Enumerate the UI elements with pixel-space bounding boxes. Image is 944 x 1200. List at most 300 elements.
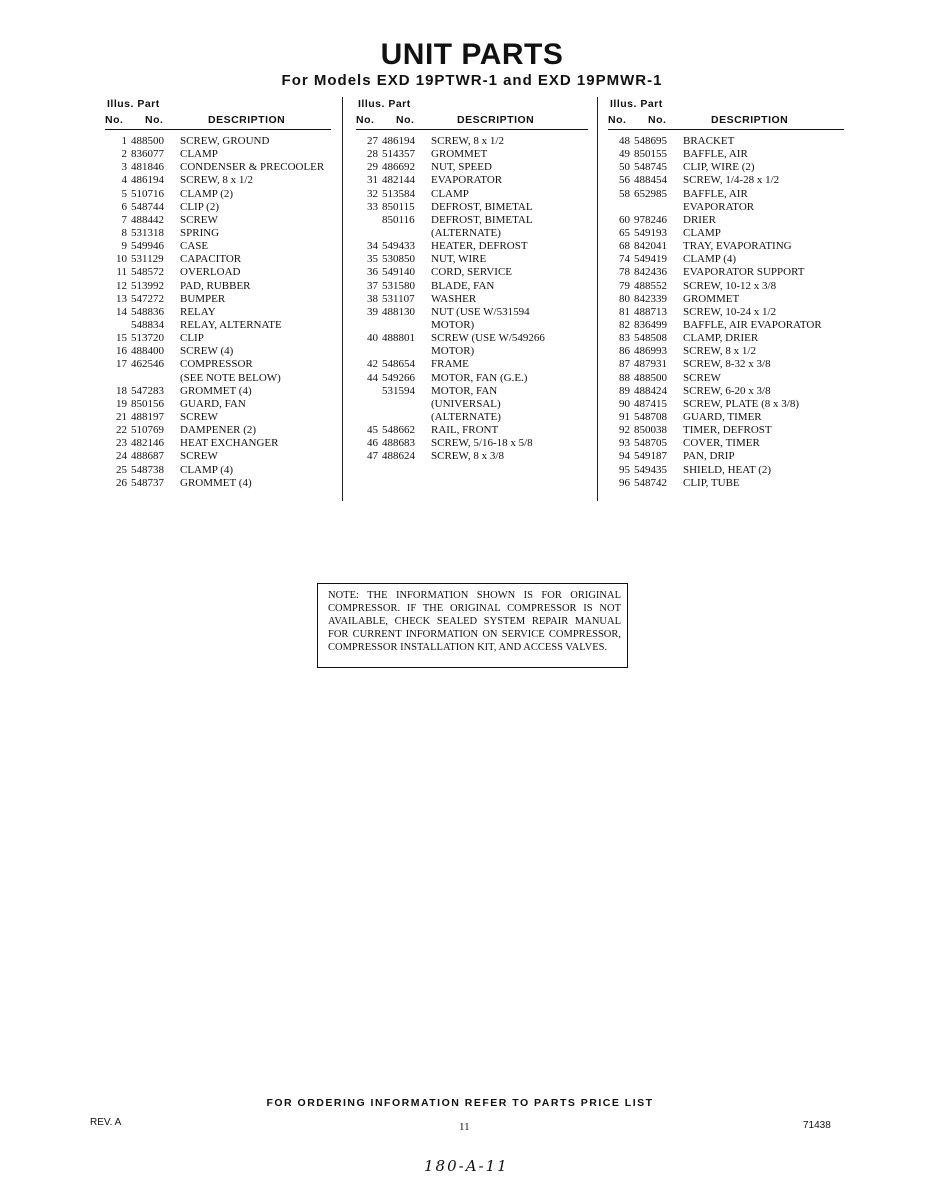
parts-row: [356, 345, 588, 358]
parts-row: [105, 201, 333, 214]
parts-column-2: [356, 96, 588, 464]
part-description: CONDENSER & PRECOOLER: [180, 161, 325, 174]
parts-row: [608, 174, 846, 187]
part-number: 548745: [634, 161, 667, 174]
parts-row: [608, 385, 846, 398]
part-number: 549435: [634, 463, 667, 476]
parts-row: [608, 464, 846, 477]
parts-row: [356, 319, 588, 332]
part-description: MOTOR, FAN: [431, 384, 498, 397]
parts-row: [608, 450, 846, 463]
parts-row: [105, 293, 333, 306]
part-description: SCREW, 8 x 1/2: [683, 345, 756, 358]
illus-number: 18: [116, 384, 127, 397]
parts-row: [105, 398, 333, 411]
parts-row: [608, 240, 846, 253]
part-description: CLIP (2): [180, 200, 220, 213]
illus-number: 25: [116, 463, 127, 476]
part-description: CLAMP (4): [683, 253, 737, 266]
parts-row: [356, 214, 588, 227]
parts-row: [608, 398, 846, 411]
parts-row: [608, 332, 846, 345]
parts-row: [356, 266, 588, 279]
part-description: BLADE, FAN: [431, 279, 495, 292]
part-number: 510769: [131, 424, 164, 437]
parts-row: [105, 450, 333, 463]
illus-number: 80: [619, 292, 630, 305]
part-description: SCREW (4): [180, 345, 234, 358]
illus-number: 78: [619, 266, 630, 279]
part-description: GUARD, FAN: [180, 397, 246, 410]
part-number: 488683: [382, 437, 415, 450]
part-number: 548662: [382, 424, 415, 437]
parts-row: [356, 437, 588, 450]
part-number: 531594: [382, 384, 415, 397]
part-description: RELAY: [180, 305, 216, 318]
illus-number: 27: [367, 135, 378, 147]
column-header: [608, 96, 846, 130]
part-number: 842436: [634, 266, 667, 279]
illus-number: 11: [116, 266, 127, 279]
part-number: 547272: [131, 292, 164, 305]
column-header: [105, 96, 333, 130]
parts-row: [105, 477, 333, 490]
illus-number: 42: [367, 358, 378, 371]
illus-number: 13: [116, 292, 127, 305]
parts-row: [608, 437, 846, 450]
part-description: COVER, TIMER: [683, 437, 760, 450]
illus-number: 2: [121, 148, 127, 161]
part-description: PAD, RUBBER: [180, 279, 251, 292]
part-number: 836499: [634, 318, 667, 331]
parts-row: [608, 253, 846, 266]
parts-row: [105, 306, 333, 319]
parts-row: [105, 253, 333, 266]
part-number: 481846: [131, 161, 164, 174]
parts-row: [608, 201, 846, 214]
part-number: 531580: [382, 279, 415, 292]
parts-row: [356, 385, 588, 398]
part-description: SCREW, 5/16-18 x 5/8: [431, 437, 533, 450]
part-no-header: No.: [396, 114, 415, 126]
part-description: BAFFLE, AIR: [683, 187, 748, 200]
parts-row: [608, 214, 846, 227]
part-number: 482144: [382, 174, 415, 187]
part-description: SCREW, 8 x 1/2: [431, 135, 504, 147]
parts-row: [356, 424, 588, 437]
part-number: 548738: [131, 463, 164, 476]
part-number: 549419: [634, 253, 667, 266]
part-description: SCREW, 10-24 x 1/2: [683, 305, 777, 318]
parts-row: [356, 253, 588, 266]
part-number: 488552: [634, 279, 667, 292]
illus-number: 49: [619, 148, 630, 161]
parts-row: [608, 188, 846, 201]
part-number: 486194: [382, 135, 415, 147]
part-number: 488454: [634, 174, 667, 187]
illus-number: 40: [367, 332, 378, 345]
description-header: DESCRIPTION: [711, 114, 789, 126]
part-number: 488424: [634, 384, 667, 397]
description-header: DESCRIPTION: [208, 114, 286, 126]
part-description: SHIELD, HEAT (2): [683, 463, 772, 476]
illus-number: 56: [619, 174, 630, 187]
part-description: CLIP, WIRE (2): [683, 161, 755, 174]
part-number: 850156: [131, 397, 164, 410]
illus-number: 90: [619, 397, 630, 410]
part-number: 486993: [634, 345, 667, 358]
illus-number: 68: [619, 240, 630, 253]
part-number: 488801: [382, 332, 415, 345]
parts-row: [608, 227, 846, 240]
part-number: 548572: [131, 266, 164, 279]
header-rule: [608, 129, 844, 130]
part-number: 548695: [634, 135, 667, 147]
part-number: 548654: [382, 358, 415, 371]
ordering-info-footer: FOR ORDERING INFORMATION REFER TO PARTS PRICE LIST: [266, 1097, 654, 1109]
part-description: SCREW: [683, 371, 721, 384]
part-description: GROMMET (4): [180, 384, 252, 397]
illus-number: 5: [121, 187, 127, 200]
part-description: WASHER: [431, 292, 477, 305]
illus-number: 74: [619, 253, 630, 266]
revision-label: REV. A: [90, 1117, 122, 1128]
illus-number: 87: [619, 358, 630, 371]
part-number: 531318: [131, 226, 164, 239]
parts-row: [608, 135, 846, 148]
part-description: SCREW: [180, 213, 218, 226]
part-number: 487931: [634, 358, 667, 371]
part-description: SPRING: [180, 226, 220, 239]
part-number: 548705: [634, 437, 667, 450]
parts-row: [356, 332, 588, 345]
part-description: SCREW, 1/4-28 x 1/2: [683, 174, 780, 187]
illus-no-header: No.: [356, 114, 375, 126]
part-number: 486692: [382, 161, 415, 174]
part-description: SCREW, 8 x 3/8: [431, 450, 504, 463]
illus-number: 89: [619, 384, 630, 397]
illus-number: 34: [367, 240, 378, 253]
illus-part-label: Illus. Part: [358, 98, 411, 110]
part-description: OVERLOAD: [180, 266, 241, 279]
parts-rows: [105, 130, 333, 490]
part-number: 488624: [382, 450, 415, 463]
part-number: 510716: [131, 187, 164, 200]
illus-number: 32: [367, 187, 378, 200]
part-number: 549946: [131, 240, 164, 253]
illus-number: 37: [367, 279, 378, 292]
illus-number: 31: [367, 174, 378, 187]
part-number: 548744: [131, 200, 164, 213]
part-description: NUT (USE W/531594: [431, 305, 530, 318]
parts-row: [105, 411, 333, 424]
part-number: 488500: [131, 135, 164, 147]
part-description: PAN, DRIP: [683, 450, 735, 463]
illus-number: 95: [619, 463, 630, 476]
parts-row: [356, 306, 588, 319]
part-number: 488400: [131, 345, 164, 358]
page-number: 11: [459, 1121, 470, 1133]
illus-number: 48: [619, 135, 630, 147]
illus-number: 21: [116, 410, 127, 423]
part-number: 842339: [634, 292, 667, 305]
parts-row: [608, 306, 846, 319]
parts-row: [105, 358, 333, 371]
part-number: 549140: [382, 266, 415, 279]
part-description: CLIP: [180, 332, 204, 345]
part-description: GROMMET: [683, 292, 740, 305]
illus-number: 88: [619, 371, 630, 384]
parts-row: [356, 240, 588, 253]
part-description: DRIER: [683, 213, 716, 226]
parts-row: [608, 345, 846, 358]
part-description: GROMMET: [431, 148, 488, 161]
part-description: (UNIVERSAL): [431, 397, 501, 410]
illus-number: 82: [619, 318, 630, 331]
illus-number: 58: [619, 187, 630, 200]
part-no-header: No.: [145, 114, 164, 126]
part-description: EVAPORATOR: [431, 174, 503, 187]
part-number: 488197: [131, 410, 164, 423]
illus-number: 92: [619, 424, 630, 437]
part-number: 850155: [634, 148, 667, 161]
part-description: CAPACITOR: [180, 253, 242, 266]
illus-number: 65: [619, 226, 630, 239]
illus-no-header: No.: [105, 114, 124, 126]
illus-number: 17: [116, 358, 127, 371]
parts-row: [608, 266, 846, 279]
parts-row: [356, 280, 588, 293]
illus-number: 16: [116, 345, 127, 358]
parts-row: [356, 135, 588, 148]
part-number: 548508: [634, 332, 667, 345]
parts-row: [608, 148, 846, 161]
parts-row: [105, 280, 333, 293]
illus-number: 46: [367, 437, 378, 450]
parts-row: [105, 437, 333, 450]
part-number: 836077: [131, 148, 164, 161]
part-description: SCREW (USE W/549266: [431, 332, 545, 345]
parts-row: [105, 148, 333, 161]
part-description: NUT, SPEED: [431, 161, 492, 174]
illus-number: 6: [121, 200, 127, 213]
parts-row: [105, 385, 333, 398]
parts-row: [356, 148, 588, 161]
part-number: 978246: [634, 213, 667, 226]
illus-number: 83: [619, 332, 630, 345]
part-description: MOTOR): [431, 345, 475, 358]
part-description: CASE: [180, 240, 209, 253]
part-description: EVAPORATOR SUPPORT: [683, 266, 805, 279]
document-number: 71438: [803, 1120, 831, 1131]
part-description: FRAME: [431, 358, 469, 371]
parts-row: [356, 201, 588, 214]
illus-number: 91: [619, 410, 630, 423]
part-number: 548708: [634, 410, 667, 423]
illus-number: 10: [116, 253, 127, 266]
illus-number: 50: [619, 161, 630, 174]
illus-no-header: No.: [608, 114, 627, 126]
parts-row: [105, 240, 333, 253]
illus-number: 28: [367, 148, 378, 161]
parts-row: [105, 424, 333, 437]
part-description: SCREW, 6-20 x 3/8: [683, 384, 771, 397]
illus-number: 81: [619, 305, 630, 318]
part-number: 652985: [634, 187, 667, 200]
part-description: HEATER, DEFROST: [431, 240, 528, 253]
part-number: 482146: [131, 437, 164, 450]
part-description: TRAY, EVAPORATING: [683, 240, 792, 253]
part-number: 488713: [634, 305, 667, 318]
part-description: BAFFLE, AIR EVAPORATOR: [683, 318, 822, 331]
illus-number: 35: [367, 253, 378, 266]
illus-number: 4: [121, 174, 127, 187]
part-number: 531107: [382, 292, 415, 305]
parts-row: [356, 227, 588, 240]
parts-row: [105, 214, 333, 227]
part-description: NUT, WIRE: [431, 253, 487, 266]
illus-number: 39: [367, 305, 378, 318]
part-number: 530850: [382, 253, 415, 266]
parts-row: [356, 161, 588, 174]
part-number: 462546: [131, 358, 164, 371]
description-header: DESCRIPTION: [457, 114, 535, 126]
parts-row: [356, 293, 588, 306]
part-description: (ALTERNATE): [431, 410, 501, 423]
illus-number: 38: [367, 292, 378, 305]
parts-row: [105, 464, 333, 477]
parts-row: [356, 372, 588, 385]
illus-number: 9: [121, 240, 127, 253]
part-number: 548742: [634, 476, 667, 489]
parts-column-3: [608, 96, 846, 490]
illus-number: 33: [367, 200, 378, 213]
part-number: 850038: [634, 424, 667, 437]
illus-number: 79: [619, 279, 630, 292]
part-description: DEFROST, BIMETAL: [431, 200, 533, 213]
column-divider: [342, 97, 343, 501]
illus-number: 60: [619, 213, 630, 226]
parts-row: [105, 372, 333, 385]
part-number: 487415: [634, 397, 667, 410]
part-description: SCREW: [180, 410, 218, 423]
part-number: 531129: [131, 253, 164, 266]
parts-row: [608, 424, 846, 437]
part-number: 513584: [382, 187, 415, 200]
illus-number: 22: [116, 424, 127, 437]
illus-number: 3: [121, 161, 127, 174]
parts-rows: [356, 130, 588, 464]
parts-row: [105, 319, 333, 332]
part-number: 513992: [131, 279, 164, 292]
part-number: 850115: [382, 200, 415, 213]
parts-row: [608, 280, 846, 293]
parts-row: [608, 358, 846, 371]
parts-column-1: [105, 96, 333, 490]
part-number: 547283: [131, 384, 164, 397]
handwritten-code: 180-A-11: [424, 1157, 509, 1175]
parts-row: [105, 174, 333, 187]
part-number: 549187: [634, 450, 667, 463]
illus-number: 1: [121, 135, 127, 147]
part-no-header: No.: [648, 114, 667, 126]
part-description: MOTOR): [431, 318, 475, 331]
parts-row: [105, 227, 333, 240]
part-number: 513720: [131, 332, 164, 345]
part-number: 549433: [382, 240, 415, 253]
illus-number: 29: [367, 161, 378, 174]
parts-row: [105, 345, 333, 358]
models-subtitle: For Models EXD 19PTWR-1 and EXD 19PMWR-1: [281, 72, 663, 89]
parts-row: [105, 161, 333, 174]
parts-row: [608, 411, 846, 424]
illus-number: 47: [367, 450, 378, 463]
parts-row: [356, 450, 588, 463]
page-title: UNIT PARTS: [380, 38, 564, 71]
part-description: CLAMP, DRIER: [683, 332, 759, 345]
column-header: [356, 96, 588, 130]
part-description: CLAMP: [683, 226, 721, 239]
illus-number: 14: [116, 305, 127, 318]
parts-row: [105, 332, 333, 345]
illus-number: 12: [116, 279, 127, 292]
part-number: 842041: [634, 240, 667, 253]
part-description: DEFROST, BIMETAL: [431, 213, 533, 226]
parts-row: [356, 358, 588, 371]
part-number: 548836: [131, 305, 164, 318]
illus-number: 94: [619, 450, 630, 463]
parts-row: [608, 293, 846, 306]
part-description: MOTOR, FAN (G.E.): [431, 371, 528, 384]
illus-number: 26: [116, 476, 127, 489]
header-rule: [356, 129, 588, 130]
illus-number: 44: [367, 371, 378, 384]
illus-number: 23: [116, 437, 127, 450]
part-description: CLIP, TUBE: [683, 476, 740, 489]
part-description: CLAMP: [431, 187, 469, 200]
parts-row: [608, 161, 846, 174]
parts-row: [608, 477, 846, 490]
compressor-note: NOTE: THE INFORMATION SHOWN IS FOR ORIGINAL COMPRESSOR. IF THE ORIGINAL COMPRESSOR IS NOT AVAILABLE, CHECK SEALED SYSTEM REPAIR MANUAL FOR CURRENT INFORMATION ON SERVICE COMPRESSOR, COMPRESSOR INSTALLATION KIT, AND ACCESS VALVES.: [317, 583, 628, 668]
part-description: SCREW, 8-32 x 3/8: [683, 358, 771, 371]
part-description: DAMPENER (2): [180, 424, 257, 437]
parts-row: [356, 188, 588, 201]
part-number: 549193: [634, 226, 667, 239]
part-description: GROMMET (4): [180, 476, 252, 489]
header-rule: [105, 129, 331, 130]
illus-number: 7: [121, 213, 127, 226]
parts-rows: [608, 130, 846, 490]
illus-number: 19: [116, 397, 127, 410]
parts-row: [356, 411, 588, 424]
parts-row: [105, 188, 333, 201]
illus-number: 45: [367, 424, 378, 437]
illus-number: 8: [121, 226, 127, 239]
part-description: SCREW, 8 x 1/2: [180, 174, 253, 187]
parts-row: [356, 398, 588, 411]
part-description: SCREW, 10-12 x 3/8: [683, 279, 777, 292]
part-description: CLAMP: [180, 148, 218, 161]
parts-row: [608, 372, 846, 385]
part-number: 486194: [131, 174, 164, 187]
parts-row: [105, 135, 333, 148]
illus-number: 36: [367, 266, 378, 279]
part-description: BAFFLE, AIR: [683, 148, 748, 161]
part-number: 549266: [382, 371, 415, 384]
part-description: HEAT EXCHANGER: [180, 437, 279, 450]
illus-part-label: Illus. Part: [107, 98, 160, 110]
part-description: SCREW, PLATE (8 x 3/8): [683, 397, 800, 410]
